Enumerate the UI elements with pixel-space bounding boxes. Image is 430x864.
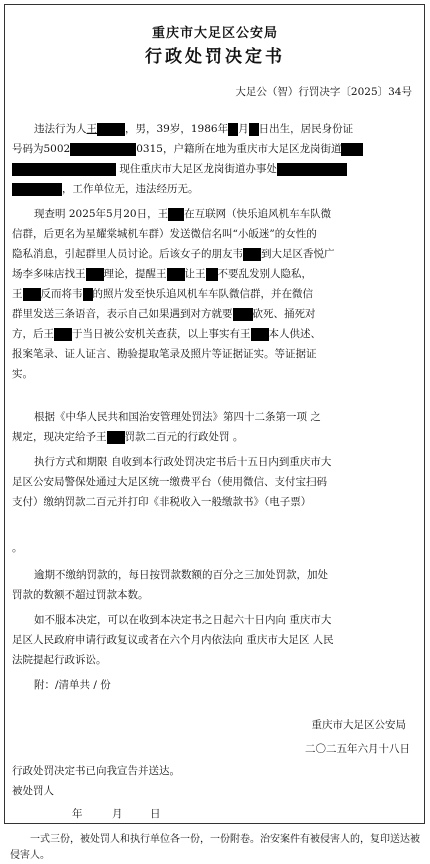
execution-line-1: 执行方式和期限 自收到本行政处罚决定书后十五日内到重庆市大	[34, 456, 332, 468]
appeal-line-1: 如不服本决定，可以在收到本决定书之日起六十日内向 重庆市大	[34, 614, 332, 626]
facts-line-6: 群里发送三条语音，表示自己如果遇到对方就要 砍死、捅死对	[12, 308, 316, 320]
redaction	[249, 123, 259, 136]
facts-line-9: 实。	[12, 368, 33, 380]
receipt-day: 日	[150, 808, 161, 820]
offender-line-4: ，工作单位无，违法经历无。	[12, 180, 418, 199]
receipt-month: 月	[112, 808, 123, 820]
redaction	[70, 143, 136, 156]
receipt-line-1: 行政处罚决定书已向我宣告并送达。	[12, 765, 180, 777]
footer-note: 一式三份，被处罚人和执行单位各一份，一份附卷。治安案件有被侵害人的，复印送达被侵害人。	[10, 834, 420, 861]
execution-line-4: 。	[12, 542, 23, 554]
facts-line-8: 报案笔录、证人证言、勘验提取笔录及照片等证据证实。等证据证	[12, 348, 317, 360]
facts-line-7: 方，后王 于当日被公安机关查获，以上事实有王 本人供述、	[12, 328, 321, 340]
facts-line-1: 现查明 2025年5月20日，王 在互联网（快乐追风机车车队微	[34, 208, 332, 220]
facts-line-2: 信群，后更名为星耀棠城机车群）发送微信名叫“小皈迷”的女性的	[12, 228, 317, 240]
decision-line-1: 根据《中华人民共和国治安管理处罚法》第四十二条第一项 之	[34, 411, 321, 423]
overdue-line-2: 罚款的数额不超过罚款本数。	[12, 589, 149, 601]
redaction	[12, 183, 62, 196]
facts-line-4: 场李多味店找王 理论，提醒王 让王 不要乱发别人隐私，	[12, 268, 312, 280]
decision-line-2: 规定，现决定给予王 罚款二百元的行政处罚 。	[12, 431, 244, 443]
attachment-line: 附：/清单共 / 份	[34, 679, 111, 691]
appeal-line-2: 足区人民政府申请行政复议或者在六个月内依法向 重庆市大足区 人民	[12, 634, 334, 646]
document-title: 行政处罚决定书	[145, 47, 285, 67]
redaction	[97, 123, 125, 136]
offender-line-3: 现住重庆市大足区龙岗街道办事处	[12, 160, 418, 179]
redaction	[277, 163, 347, 176]
facts-line-5: 王 反而将韦 的照片发至快乐追风机车车队微信群，并在微信	[12, 288, 313, 300]
redaction	[341, 143, 363, 156]
issuing-authority: 重庆市大足区公安局	[151, 26, 278, 41]
receipt-line-2: 被处罚人	[12, 785, 54, 797]
redaction	[228, 123, 238, 136]
redaction	[12, 163, 116, 176]
receipt-year: 年	[72, 808, 83, 820]
overdue-line-1: 逾期不缴纳罚款的，每日按罚款数额的百分之三加处罚款，加处	[34, 569, 328, 581]
offender-line-1: 违法行为人王 ，男，39岁，1986年 月 日出生，居民身份证	[34, 123, 354, 135]
execution-line-3: 支付）缴纳罚款二百元并打印《非税收入一般缴款书》（电子票）	[12, 496, 312, 508]
signature-org: 重庆市大足区公安局	[311, 719, 406, 731]
document-number: 大足公（智）行罚决字〔2025〕34号	[235, 86, 412, 98]
facts-line-3: 隐私消息，引起群里人员讨论。后该女子的朋友韦 到大足区香悦广	[12, 248, 335, 260]
signature-date: 二〇二五年六月十八日	[305, 743, 410, 755]
execution-line-2: 足区公安局警保处通过大足区统一缴费平台（使用微信、支付宝扫码	[12, 476, 327, 488]
offender-line-2: 号码为5002 0315，户籍所在地为重庆市大足区龙岗街道	[12, 140, 418, 159]
appeal-line-3: 法院提起行政诉讼。	[12, 654, 107, 666]
